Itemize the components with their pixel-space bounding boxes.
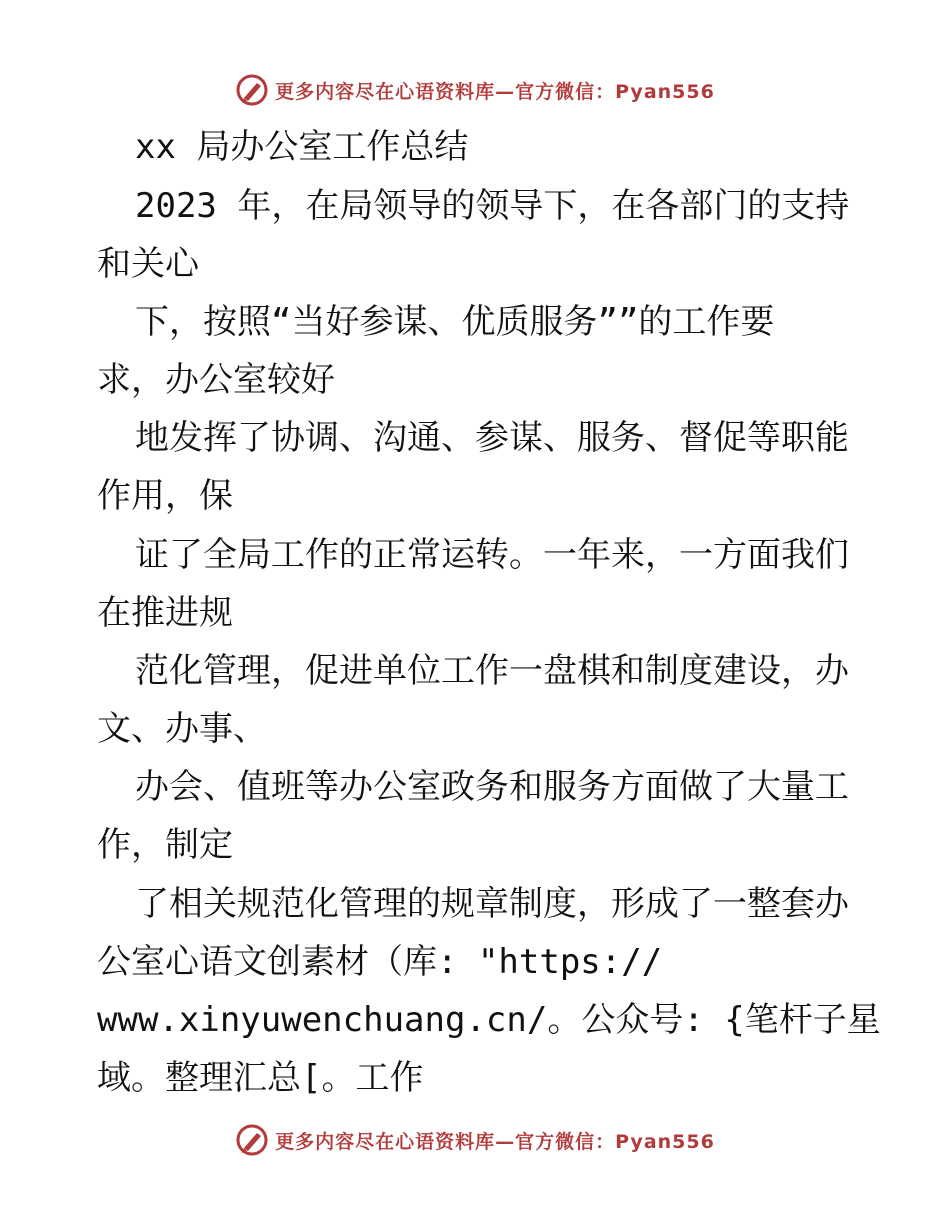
text-line: 和关心 bbox=[97, 244, 199, 284]
header-banner bbox=[0, 70, 950, 110]
text-line: 在推进规 bbox=[97, 593, 233, 633]
pen-logo-icon bbox=[235, 73, 269, 107]
text-line: 作，制定 bbox=[97, 825, 233, 865]
text-line: 域。整理汇总[。工作 bbox=[97, 1058, 424, 1098]
text-line: 证了全局工作的正常运转。一年来，一方面我们 bbox=[135, 535, 849, 575]
text-line: 作用，保 bbox=[97, 476, 233, 516]
banner-text: 更多内容尽在心语资料库—官方微信：Pyan556 bbox=[275, 1130, 715, 1153]
document-title: xx 局办公室工作总结 bbox=[135, 127, 469, 167]
footer-banner bbox=[0, 1120, 950, 1160]
text-line: www.xinyuwenchuang.cn/。公众号: {笔杆子星 bbox=[97, 1000, 881, 1040]
pen-logo-icon bbox=[235, 1123, 269, 1157]
text-line: 公室心语文创素材（库: "https:// bbox=[97, 942, 663, 982]
text-line: 范化管理，促进单位工作一盘棋和制度建设，办 bbox=[135, 651, 849, 691]
banner-content bbox=[235, 1123, 715, 1157]
text-line: 了相关规范化管理的规章制度，形成了一整套办 bbox=[135, 884, 849, 924]
text-line: 地发挥了协调、沟通、参谋、服务、督促等职能 bbox=[135, 418, 849, 458]
text-line: 办会、值班等办公室政务和服务方面做了大量工 bbox=[135, 767, 849, 807]
text-line: 文、办事、 bbox=[97, 709, 267, 749]
text-line: 求，办公室较好 bbox=[97, 360, 335, 400]
banner-text: 更多内容尽在心语资料库—官方微信：Pyan556 bbox=[275, 80, 715, 103]
text-line: 下，按照“当好参谋、优质服务””的工作要 bbox=[135, 302, 775, 342]
text-line: 2023 年，在局领导的领导下，在各部门的支持 bbox=[135, 186, 850, 226]
banner-content bbox=[235, 73, 715, 107]
